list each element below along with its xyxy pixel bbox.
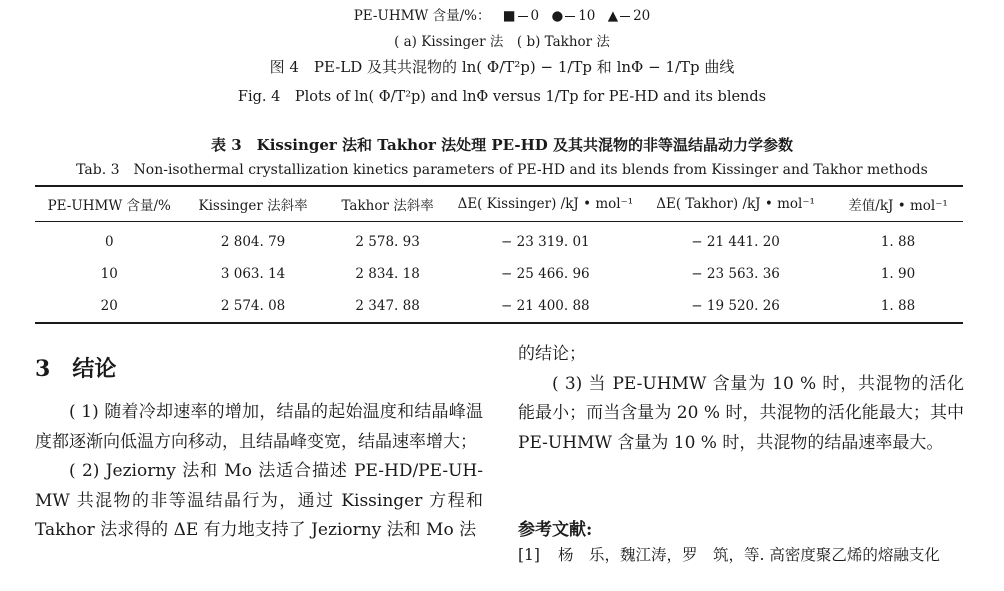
table-row — [35, 290, 963, 323]
table-cell: 2 834. 18 — [355, 266, 420, 282]
legend-label-20: 20 — [633, 8, 651, 24]
table-cell: − 19 520. 26 — [691, 298, 780, 314]
table-cell: 2 574. 08 — [220, 298, 286, 314]
table-row — [35, 258, 963, 290]
table-cell: 1. 90 — [880, 266, 916, 282]
table-cell: 10 — [100, 266, 118, 282]
figure-caption-cn: 图 4 PE-LD 及其共混物的 ln( Φ/T²p) − 1/Tp 和 lnΦ − 1/Tp 曲线 — [269, 58, 735, 76]
table-cell: 0 — [104, 234, 114, 250]
conclusion-paragraph-2: ( 2) Jeziorny 法和 Mo 法适合描述 PE-HD/PE-UH-MW 共混物的非等温结晶行为，通过 Kissinger 方程和 Takhor 法求得的 ΔE 有力地支持了 Jeziorny 法和 Mo 法 — [35, 461, 483, 540]
col-header-de-takhor: ΔE( Takhor) /kJ • mol⁻¹ — [656, 196, 815, 212]
table-cell: 2 347. 88 — [355, 298, 420, 314]
legend-line — [518, 16, 528, 17]
conclusion-paragraph-3: ( 3) 当 PE-UHMW 含量为 10 % 时，共混物的活化能最小；而当含量为 20 % 时，共混物的活化能最大；其中 PE-UHMW 含量为 10 % 时，共混物的结晶速率最大。 — [518, 373, 964, 453]
table-cell: 20 — [100, 298, 118, 314]
col-header-takhor-slope: Takhor 法斜率 — [341, 198, 434, 214]
legend-label-0: 0 — [530, 8, 540, 24]
kinetics-table — [35, 185, 963, 324]
reference-item — [518, 543, 940, 565]
triangle-marker-icon: ▲ — [607, 8, 619, 24]
table-cell: 2 804. 79 — [220, 234, 286, 250]
table-cell: 2 578. 93 — [355, 234, 420, 250]
legend-line — [565, 16, 575, 17]
table-cell: 1. 88 — [880, 298, 916, 314]
table-cell: 1. 88 — [880, 234, 916, 250]
table-title-cn: 表 3 Kissinger 法和 Takhor 法处理 PE-HD 及其共混物的非等温结晶动力学参数 — [211, 136, 793, 154]
table-row — [35, 222, 963, 259]
square-marker-icon: ■ — [502, 8, 516, 24]
table-cell: 3 063. 14 — [220, 266, 286, 282]
table-cell: − 21 441. 20 — [691, 234, 780, 250]
table-cell: − 23 563. 36 — [691, 266, 780, 282]
right-column — [518, 340, 964, 458]
reference-text: 杨 乐，魏江涛，罗 筑，等. 高密度聚乙烯的熔融支化 — [557, 546, 940, 564]
section-title: 结论 — [72, 356, 117, 382]
section-number: 3 — [35, 356, 51, 382]
circle-marker-icon: ● — [551, 8, 564, 24]
table-cell: − 23 319. 01 — [501, 234, 590, 250]
paragraph-continuation: 的结论； — [518, 344, 586, 364]
references-heading: 参考文献: — [518, 520, 593, 540]
col-header-content: PE-UHMW 含量/% — [47, 198, 171, 214]
legend-line — [620, 16, 630, 17]
legend-prefix: PE-UHMW 含量/%： — [353, 8, 491, 24]
section-heading — [35, 352, 116, 383]
table-title-en: Tab. 3 Non-isothermal crystallization kinetics parameters of PE-HD and its blends from Kissinger and Takhor methods — [76, 162, 928, 178]
col-header-de-kissinger: ΔE( Kissinger) /kJ • mol⁻¹ — [457, 196, 634, 212]
col-header-kissinger-slope: Kissinger 法斜率 — [198, 198, 308, 214]
table-cell: − 21 400. 88 — [501, 298, 590, 314]
table-cell: − 25 466. 96 — [501, 266, 590, 282]
legend-label-10: 10 — [578, 8, 596, 24]
figure-subcaption: ( a) Kissinger 法 ( b) Takhor 法 — [394, 34, 610, 50]
conclusion-paragraph-1: ( 1) 随着冷却速率的增加，结晶的起始温度和结晶峰温度都逐渐向低温方向移动，且结晶峰变宽，结晶速率增大； — [35, 402, 483, 452]
table-header-row — [35, 186, 963, 222]
reference-number: [1] — [518, 546, 540, 564]
col-header-difference: 差值/kJ • mol⁻¹ — [848, 198, 948, 214]
figure-caption-en: Fig. 4 Plots of ln( Φ/T²p) and lnΦ versus 1/Tp for PE-HD and its blends — [237, 89, 767, 105]
left-column — [35, 398, 483, 546]
figure-legend — [0, 4, 1004, 24]
